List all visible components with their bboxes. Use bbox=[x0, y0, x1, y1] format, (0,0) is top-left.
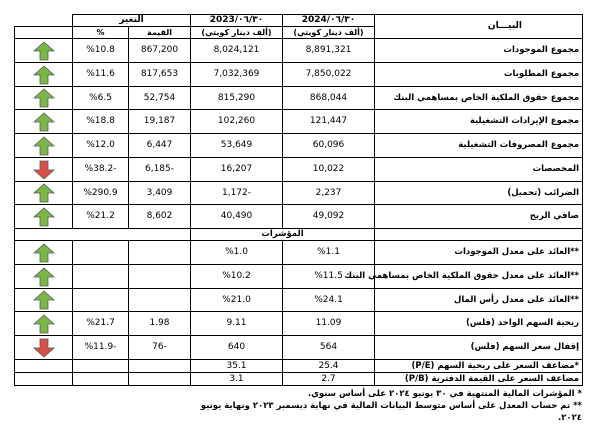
change-cell bbox=[129, 373, 191, 386]
pct-cell: %290.9 bbox=[73, 182, 129, 205]
indicator-row bbox=[15, 265, 583, 289]
pct-cell: %11.6 bbox=[73, 63, 129, 87]
value-2023-cell: 815,290 bbox=[191, 87, 283, 110]
header-change: التغير bbox=[73, 15, 191, 27]
data-row bbox=[15, 87, 583, 110]
arrow-up-icon bbox=[15, 289, 73, 312]
data-row bbox=[15, 182, 583, 205]
value-2024-cell: 10,022 bbox=[283, 158, 375, 182]
value-2023-cell: 8,024,121 bbox=[191, 39, 283, 63]
arrow-up-icon bbox=[15, 205, 73, 229]
indicator-row bbox=[15, 289, 583, 312]
indicators-title: المؤشرات bbox=[191, 229, 375, 241]
value-2023-cell: 9.11 bbox=[191, 312, 283, 336]
value-2023-cell: 102,260 bbox=[191, 110, 283, 134]
value-2023-cell: 3.1 bbox=[191, 373, 283, 386]
change-cell bbox=[129, 360, 191, 373]
label-cell: مجموع حقوق الملكية الخاص بمساهمي البنك bbox=[375, 87, 583, 110]
arrow-up-icon bbox=[33, 290, 55, 310]
arrow-up-icon bbox=[15, 182, 73, 205]
arrow-down-icon bbox=[33, 160, 55, 180]
indicator-row bbox=[15, 241, 583, 265]
value-2023-cell: %10.2 bbox=[191, 265, 283, 289]
data-row bbox=[15, 205, 583, 229]
value-2023-cell: 53,649 bbox=[191, 134, 283, 158]
arrow-up-icon bbox=[15, 265, 73, 289]
label-cell: إقفال سعر السهم (فلس) bbox=[375, 336, 583, 360]
value-2023-cell: 640 bbox=[191, 336, 283, 360]
value-2024-cell: 564 bbox=[283, 336, 375, 360]
value-2023-cell: %21.0 bbox=[191, 289, 283, 312]
change-cell: 8,602 bbox=[129, 205, 191, 229]
arrow-up-icon bbox=[15, 110, 73, 134]
data-row bbox=[15, 158, 583, 182]
footnotes bbox=[200, 388, 582, 424]
pct-cell bbox=[73, 289, 129, 312]
value-2024-cell: %24.1 bbox=[283, 289, 375, 312]
label-cell: ربحية السهم الواحد (فلس) bbox=[375, 312, 583, 336]
pct-cell: %21.2 bbox=[73, 205, 129, 229]
pct-cell bbox=[73, 265, 129, 289]
pct-cell: %10.8 bbox=[73, 39, 129, 63]
indicator-row bbox=[15, 312, 583, 336]
arrow-up-icon bbox=[33, 183, 55, 203]
arrow-up-icon bbox=[15, 134, 73, 158]
change-cell: 52,754 bbox=[129, 87, 191, 110]
value-2024-cell: %11.5 bbox=[283, 265, 375, 289]
header-pct: % bbox=[73, 27, 129, 39]
pct-cell: %6.5 bbox=[73, 87, 129, 110]
value-2024-cell: 7,850,022 bbox=[283, 63, 375, 87]
value-2024-cell: 868,044 bbox=[283, 87, 375, 110]
data-row bbox=[15, 63, 583, 87]
change-cell bbox=[129, 289, 191, 312]
arrow-up-icon bbox=[15, 63, 73, 87]
value-2024-cell: 49,092 bbox=[283, 205, 375, 229]
label-cell: مضاعف السعر على القيمة الدفترية (P/B) bbox=[375, 373, 583, 386]
value-2024-cell: 8,891,321 bbox=[283, 39, 375, 63]
financial-summary-table bbox=[14, 14, 583, 386]
pct-cell bbox=[73, 373, 129, 386]
indicator-row bbox=[15, 336, 583, 360]
pct-cell: %21.7 bbox=[73, 312, 129, 336]
value-2023-cell: 16,207 bbox=[191, 158, 283, 182]
pct-cell: %11.9- bbox=[73, 336, 129, 360]
change-cell: 867,200 bbox=[129, 39, 191, 63]
change-cell: 3,409 bbox=[129, 182, 191, 205]
change-cell: 1.98 bbox=[129, 312, 191, 336]
arrow-up-icon bbox=[15, 39, 73, 63]
label-cell: **العائد على معدل رأس المال bbox=[375, 289, 583, 312]
header-unit-2023: (ألف دينار كويتي) bbox=[191, 27, 283, 39]
arrow-down-icon bbox=[15, 158, 73, 182]
arrow-down-icon bbox=[33, 338, 55, 358]
arrow-up-icon bbox=[33, 243, 55, 263]
header-statement: البيـــان bbox=[375, 15, 583, 39]
arrow-up-icon bbox=[33, 314, 55, 334]
value-2024-cell: 25.4 bbox=[283, 360, 375, 373]
value-2023-cell: 1,172- bbox=[191, 182, 283, 205]
label-cell: مجموع الإيرادات التشغيلية bbox=[375, 110, 583, 134]
change-cell: 19,187 bbox=[129, 110, 191, 134]
value-2023-cell: 7,032,369 bbox=[191, 63, 283, 87]
pct-cell: %18.8 bbox=[73, 110, 129, 134]
label-cell: صافي الربح bbox=[375, 205, 583, 229]
data-row bbox=[15, 39, 583, 63]
label-cell: **العائد على معدل حقوق الملكية الخاص بمساهمي البنك bbox=[375, 265, 583, 289]
arrow-up-icon bbox=[15, 312, 73, 336]
value-2024-cell: 121,447 bbox=[283, 110, 375, 134]
label-cell: مجموع المطلوبات bbox=[375, 63, 583, 87]
indicator-row bbox=[15, 373, 583, 386]
arrow-up-icon bbox=[33, 88, 55, 108]
value-2024-cell: 11.09 bbox=[283, 312, 375, 336]
label-cell: الضرائب (تحميل) bbox=[375, 182, 583, 205]
value-2023-cell: %1.0 bbox=[191, 241, 283, 265]
indicator-row bbox=[15, 360, 583, 373]
label-cell: مجموع الموجودات bbox=[375, 39, 583, 63]
arrow-down-icon bbox=[15, 336, 73, 360]
arrow-up-icon bbox=[15, 241, 73, 265]
financial-table-container bbox=[14, 14, 582, 386]
value-2024-cell: %1.1 bbox=[283, 241, 375, 265]
header-value: القيمة bbox=[129, 27, 191, 39]
value-2024-cell: 2,237 bbox=[283, 182, 375, 205]
pct-cell: %38.2- bbox=[73, 158, 129, 182]
header-unit-2024: (ألف دينار كويتي) bbox=[283, 27, 375, 39]
label-cell: مجموع المصروفات التشغيلية bbox=[375, 134, 583, 158]
arrow-up-icon bbox=[33, 136, 55, 156]
header-date-2023: 2023/٠٦/٣٠ bbox=[191, 15, 283, 27]
footnote-2: ** تم حساب المعدل على أساس متوسط البيانات المالية في نهاية ديسمبر ٢٠٢٣ ونهاية يونيو ٢٠٢٤. bbox=[200, 401, 582, 423]
change-cell: 6,447 bbox=[129, 134, 191, 158]
arrow-up-icon bbox=[15, 87, 73, 110]
pct-cell bbox=[73, 241, 129, 265]
change-cell: 817,653 bbox=[129, 63, 191, 87]
header-date-2024: 2024/٠٦/٣٠ bbox=[283, 15, 375, 27]
empty-arrow-cell bbox=[15, 373, 73, 386]
footnote-1: * المؤشرات المالية المنتهية في ٣٠ يونيو ٢٠٢٤ على أساس سنوي. bbox=[307, 389, 582, 399]
empty-arrow-cell bbox=[15, 360, 73, 373]
value-2024-cell: 60,096 bbox=[283, 134, 375, 158]
change-cell bbox=[129, 241, 191, 265]
data-row bbox=[15, 134, 583, 158]
label-cell: المخصصات bbox=[375, 158, 583, 182]
value-2024-cell: 2.7 bbox=[283, 373, 375, 386]
pct-cell: %12.0 bbox=[73, 134, 129, 158]
arrow-up-icon bbox=[33, 267, 55, 287]
label-cell: **العائد على معدل الموجودات bbox=[375, 241, 583, 265]
change-cell: 6,185- bbox=[129, 158, 191, 182]
data-row bbox=[15, 110, 583, 134]
arrow-up-icon bbox=[33, 112, 55, 132]
value-2023-cell: 40,490 bbox=[191, 205, 283, 229]
change-cell bbox=[129, 265, 191, 289]
label-cell: *مضاعف السعر على ربحية السهم (P/E) bbox=[375, 360, 583, 373]
arrow-up-icon bbox=[33, 41, 55, 61]
change-cell: 76- bbox=[129, 336, 191, 360]
arrow-up-icon bbox=[33, 207, 55, 227]
value-2023-cell: 35.1 bbox=[191, 360, 283, 373]
pct-cell bbox=[73, 360, 129, 373]
arrow-up-icon bbox=[33, 65, 55, 85]
